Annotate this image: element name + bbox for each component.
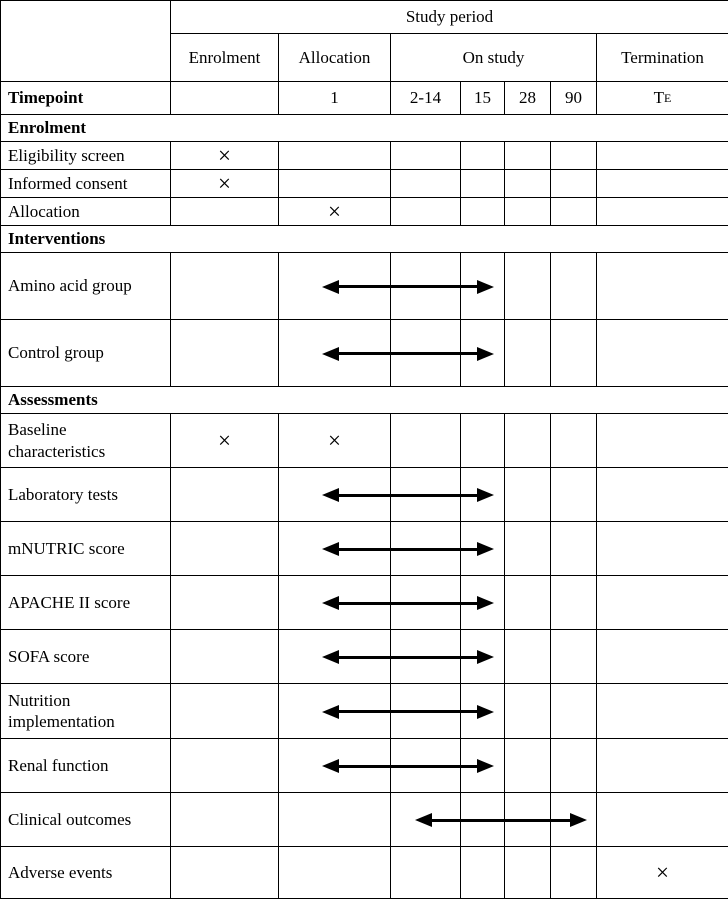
empty-cell — [597, 793, 728, 847]
row-allocation — [1, 198, 728, 226]
double-arrow-icon — [322, 347, 494, 361]
row-label: Baseline characteristics — [1, 414, 171, 468]
empty-cell — [505, 198, 551, 226]
empty-cell — [279, 142, 391, 170]
arrow-head-left — [322, 488, 339, 502]
empty-cell — [279, 793, 391, 847]
empty-cell — [505, 684, 551, 739]
row-apache-ii-score — [1, 576, 728, 630]
empty-cell — [597, 468, 728, 522]
empty-cell — [461, 414, 505, 468]
section-row-enrolment — [1, 115, 728, 142]
x-mark: × — [597, 847, 728, 899]
row-label: Nutrition implementation — [1, 684, 171, 739]
empty-cell — [391, 847, 461, 899]
empty-cell — [551, 576, 597, 630]
empty-cell — [171, 847, 279, 899]
arrow-shaft — [339, 352, 477, 355]
timepoint-2-14: 2-14 — [391, 82, 461, 115]
x-mark: × — [171, 170, 279, 198]
row-label: Laboratory tests — [1, 468, 171, 522]
empty-cell — [171, 522, 279, 576]
x-mark: × — [171, 414, 279, 468]
double-arrow-icon — [322, 542, 494, 556]
x-mark: × — [171, 142, 279, 170]
arrow-head-right — [477, 650, 494, 664]
arrow-shaft — [339, 656, 477, 659]
empty-cell — [597, 739, 728, 793]
double-arrow-icon — [415, 813, 587, 827]
arrow-head-right — [477, 596, 494, 610]
arrow-head-right — [477, 488, 494, 502]
row-informed-consent — [1, 170, 728, 198]
arrow-head-left — [322, 347, 339, 361]
arrow-shaft — [432, 819, 570, 822]
arrow-shaft — [339, 494, 477, 497]
double-arrow-icon — [322, 488, 494, 502]
arrow-head-right — [477, 759, 494, 773]
arrow-head-left — [322, 542, 339, 556]
arrow-head-right — [477, 542, 494, 556]
empty-cell — [597, 630, 728, 684]
empty-cell — [505, 320, 551, 387]
empty-cell — [551, 320, 597, 387]
double-arrow-icon — [322, 596, 494, 610]
arrow-head-right — [477, 280, 494, 294]
study-period-header: Study period — [171, 1, 728, 34]
section-header-interventions: Interventions — [1, 226, 728, 253]
row-amino-acid-group — [1, 253, 728, 320]
empty-cell — [391, 142, 461, 170]
empty-cell — [551, 522, 597, 576]
arrow-shaft — [339, 285, 477, 288]
empty-cell — [505, 468, 551, 522]
empty-cell — [461, 198, 505, 226]
arrow-shaft — [339, 710, 477, 713]
row-mnutric-score — [1, 522, 728, 576]
col-header-termination: Termination — [597, 34, 728, 82]
x-mark: × — [279, 198, 391, 226]
section-row-interventions — [1, 226, 728, 253]
empty-cell — [391, 414, 461, 468]
row-clinical-outcomes — [1, 793, 728, 847]
arrow-shaft — [339, 765, 477, 768]
empty-cell — [171, 468, 279, 522]
timepoint-row — [1, 82, 728, 115]
row-renal-function — [1, 739, 728, 793]
timepoint-15: 15 — [461, 82, 505, 115]
corner-cell — [1, 1, 171, 34]
empty-cell — [597, 142, 728, 170]
empty-cell — [505, 847, 551, 899]
row-eligibility-screen — [1, 142, 728, 170]
row-sofa-score — [1, 630, 728, 684]
double-arrow-icon — [322, 759, 494, 773]
empty-cell — [551, 253, 597, 320]
x-mark: × — [279, 414, 391, 468]
header-row-phases — [1, 34, 728, 82]
empty-cell — [171, 82, 279, 115]
arrow-head-left — [322, 705, 339, 719]
row-label: Control group — [1, 320, 171, 387]
timepoint-label: Timepoint — [1, 82, 171, 115]
empty-cell — [171, 320, 279, 387]
row-label: mNUTRIC score — [1, 522, 171, 576]
arrow-head-right — [477, 347, 494, 361]
arrow-head-left — [322, 759, 339, 773]
row-laboratory-tests — [1, 468, 728, 522]
empty-cell — [505, 414, 551, 468]
empty-cell — [171, 630, 279, 684]
empty-cell — [505, 142, 551, 170]
empty-cell — [505, 522, 551, 576]
arrow-head-left — [322, 596, 339, 610]
empty-cell — [391, 198, 461, 226]
col-header-enrolment: Enrolment — [171, 34, 279, 82]
double-arrow-icon — [322, 650, 494, 664]
timepoint-90: 90 — [551, 82, 597, 115]
empty-cell — [551, 142, 597, 170]
empty-cell — [461, 142, 505, 170]
col-header-on-study: On study — [391, 34, 597, 82]
row-control-group — [1, 320, 728, 387]
row-baseline-characteristics — [1, 414, 728, 468]
empty-cell — [551, 630, 597, 684]
row-label: Eligibility screen — [1, 142, 171, 170]
empty-cell — [597, 576, 728, 630]
empty-cell — [171, 739, 279, 793]
empty-cell — [505, 739, 551, 793]
row-label: Allocation — [1, 198, 171, 226]
row-label: APACHE II score — [1, 576, 171, 630]
empty-cell — [597, 684, 728, 739]
empty-cell — [551, 414, 597, 468]
double-arrow-icon — [322, 280, 494, 294]
timepoint-allocation: 1 — [279, 82, 391, 115]
empty-cell — [171, 576, 279, 630]
arrow-shaft — [339, 548, 477, 551]
row-label: Adverse events — [1, 847, 171, 899]
empty-cell — [551, 198, 597, 226]
empty-cell — [171, 198, 279, 226]
row-adverse-events — [1, 847, 728, 899]
corner-cell-lower — [1, 34, 171, 82]
arrow-shaft — [339, 602, 477, 605]
row-nutrition-implementation — [1, 684, 728, 739]
header-row-study-period — [1, 1, 728, 34]
termination-symbol-t: T — [653, 88, 665, 108]
empty-cell — [505, 253, 551, 320]
empty-cell — [505, 170, 551, 198]
empty-cell — [461, 847, 505, 899]
empty-cell — [597, 253, 728, 320]
empty-cell — [597, 170, 728, 198]
row-label: Amino acid group — [1, 253, 171, 320]
arrow-head-right — [570, 813, 587, 827]
empty-cell — [461, 170, 505, 198]
section-header-assessments: Assessments — [1, 387, 728, 414]
empty-cell — [171, 684, 279, 739]
empty-cell — [551, 468, 597, 522]
empty-cell — [171, 253, 279, 320]
arrow-head-left — [322, 280, 339, 294]
section-header-enrolment: Enrolment — [1, 115, 728, 142]
empty-cell — [279, 170, 391, 198]
row-label: Clinical outcomes — [1, 793, 171, 847]
empty-cell — [171, 793, 279, 847]
empty-cell — [505, 630, 551, 684]
empty-cell — [551, 170, 597, 198]
termination-symbol-e-subscript: E — [664, 90, 672, 105]
empty-cell — [551, 847, 597, 899]
empty-cell — [551, 684, 597, 739]
row-label: Renal function — [1, 739, 171, 793]
timepoint-28: 28 — [505, 82, 551, 115]
arrow-head-right — [477, 705, 494, 719]
empty-cell — [597, 414, 728, 468]
empty-cell — [597, 320, 728, 387]
arrow-head-left — [322, 650, 339, 664]
arrow-head-left — [415, 813, 432, 827]
row-label: SOFA score — [1, 630, 171, 684]
empty-cell — [505, 576, 551, 630]
empty-cell — [597, 522, 728, 576]
empty-cell — [279, 847, 391, 899]
section-row-assessments — [1, 387, 728, 414]
empty-cell — [551, 739, 597, 793]
empty-cell — [391, 170, 461, 198]
timepoint-termination — [597, 82, 728, 115]
col-header-allocation: Allocation — [279, 34, 391, 82]
row-label: Informed consent — [1, 170, 171, 198]
empty-cell — [597, 198, 728, 226]
double-arrow-icon — [322, 705, 494, 719]
